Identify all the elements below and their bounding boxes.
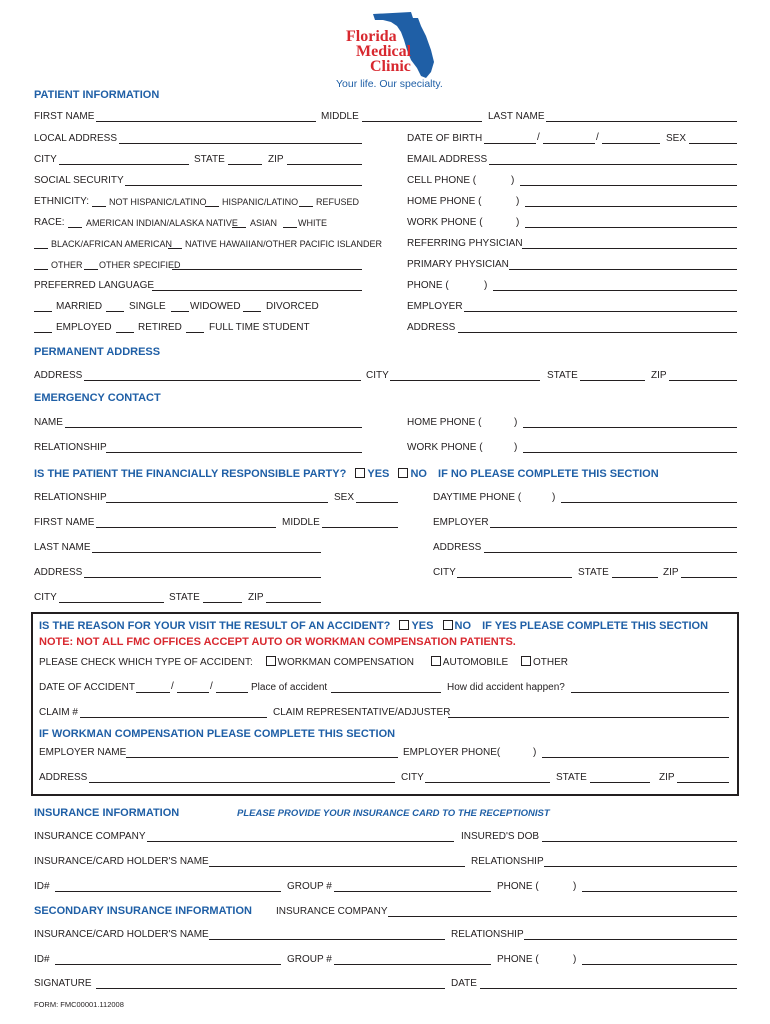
ins-relationship-label: RELATIONSHIP xyxy=(471,856,544,867)
ins-holder-label: INSURANCE/CARD HOLDER'S NAME xyxy=(34,856,209,867)
emergency-home-phone-label: HOME PHONE ( xyxy=(407,417,482,428)
primary-physician-field[interactable] xyxy=(509,269,737,270)
accident-yes-checkbox[interactable] xyxy=(399,620,409,630)
fin-employer-field[interactable] xyxy=(490,527,737,528)
dob-year-field[interactable] xyxy=(602,143,660,144)
financial-no-checkbox[interactable] xyxy=(398,468,408,478)
fin-employer-address-label: ADDRESS xyxy=(433,542,482,553)
emergency-name-field[interactable] xyxy=(65,427,362,428)
race-white-label: WHITE xyxy=(298,218,327,228)
race-label: RACE: xyxy=(34,217,65,228)
email-label: EMAIL ADDRESS xyxy=(407,154,488,165)
employer-name-label: EMPLOYER NAME xyxy=(39,747,127,758)
race-other-label: OTHER xyxy=(51,260,83,270)
divorced-label: DIVORCED xyxy=(266,301,319,312)
ins-company-label: INSURANCE COMPANY xyxy=(34,831,146,842)
dob-label: DATE OF BIRTH xyxy=(407,133,483,144)
fin-employer-zip-label: ZIP xyxy=(663,567,679,578)
accident-place-field[interactable] xyxy=(331,692,441,693)
ins-id-label: ID# xyxy=(34,881,50,892)
zip-field[interactable] xyxy=(287,164,362,165)
first-name-field[interactable] xyxy=(96,121,316,122)
retired-check[interactable] xyxy=(116,332,134,333)
married-check[interactable] xyxy=(34,311,52,312)
widowed-label: WIDOWED xyxy=(190,301,241,312)
sec-holder-field[interactable] xyxy=(209,939,445,940)
zip-label: ZIP xyxy=(268,154,284,165)
eth-refused-check[interactable] xyxy=(299,206,313,207)
claim-field[interactable] xyxy=(80,717,267,718)
language-field[interactable] xyxy=(152,290,362,291)
accident-date-day-field[interactable] xyxy=(177,692,209,693)
fin-daytime-phone-field[interactable] xyxy=(561,502,737,503)
wc-address-label: ADDRESS xyxy=(39,772,88,783)
financial-no-label: NO xyxy=(410,468,427,480)
single-label: SINGLE xyxy=(129,301,166,312)
accident-no-checkbox[interactable] xyxy=(443,620,453,630)
fin-employer-state-label: STATE xyxy=(578,567,609,578)
ins-group-field[interactable] xyxy=(334,891,491,892)
race-asian-check[interactable] xyxy=(232,227,246,228)
city-field[interactable] xyxy=(59,164,189,165)
divorced-check[interactable] xyxy=(243,311,261,312)
perm-zip-field[interactable] xyxy=(669,380,737,381)
fin-relationship-field[interactable] xyxy=(106,502,328,503)
fin-first-name-label: FIRST NAME xyxy=(34,517,95,528)
perm-city-label: CITY xyxy=(366,370,389,381)
race-other-specified-label: OTHER SPECIFIED xyxy=(99,260,181,270)
fin-employer-state-field[interactable] xyxy=(612,577,658,578)
employer-phone-field[interactable] xyxy=(542,757,729,758)
claim-rep-label: CLAIM REPRESENTATIVE/ADJUSTER xyxy=(273,707,451,718)
logo-line-2: Medical xyxy=(356,43,412,60)
physician-phone-field[interactable] xyxy=(493,290,737,291)
race-hawaiian-label: NATIVE HAWAIIAN/OTHER PACIFIC ISLANDER xyxy=(185,239,383,249)
fin-zip-field[interactable] xyxy=(266,602,321,603)
state-label: STATE xyxy=(194,154,225,165)
race-hawaiian-check[interactable] xyxy=(168,248,182,249)
emergency-home-phone-field[interactable] xyxy=(523,427,737,428)
emergency-work-phone-label: WORK PHONE ( xyxy=(407,442,483,453)
employer-name-field[interactable] xyxy=(126,757,398,758)
signature-field[interactable] xyxy=(96,988,445,989)
accident-note: NOTE: NOT ALL FMC OFFICES ACCEPT AUTO OR WORKMAN COMPENSATION PATIENTS. xyxy=(39,636,516,648)
retired-label: RETIRED xyxy=(138,322,182,333)
wc-city-label: CITY xyxy=(401,772,424,783)
eth-not-hispanic-label: NOT HISPANIC/LATINO xyxy=(109,197,207,207)
cell-phone-field[interactable] xyxy=(520,185,737,186)
local-address-label: LOCAL ADDRESS xyxy=(34,133,117,144)
sex-label: SEX xyxy=(666,133,687,144)
signature-label: SIGNATURE xyxy=(34,978,92,989)
sec-id-label: ID# xyxy=(34,954,50,965)
fin-state-field[interactable] xyxy=(203,602,242,603)
race-other-specified-check[interactable] xyxy=(84,269,98,270)
ins-dob-field[interactable] xyxy=(542,841,737,842)
wc-city-field[interactable] xyxy=(425,782,550,783)
logo-line-1: Florida xyxy=(346,28,397,45)
fin-state-label: STATE xyxy=(169,592,200,603)
wc-zip-field[interactable] xyxy=(677,782,729,783)
accident-auto-label: AUTOMOBILE xyxy=(442,657,509,668)
perm-state-field[interactable] xyxy=(580,380,645,381)
employer-phone-label: EMPLOYER PHONE( xyxy=(403,747,501,758)
wc-address-field[interactable] xyxy=(89,782,395,783)
accident-other-label: OTHER xyxy=(532,657,568,668)
state-field[interactable] xyxy=(228,164,262,165)
referring-physician-field[interactable] xyxy=(522,248,737,249)
fin-zip-label: ZIP xyxy=(248,592,264,603)
ins-holder-field[interactable] xyxy=(209,866,465,867)
fin-middle-field[interactable] xyxy=(322,527,398,528)
logo-tagline: Your life. Our specialty. xyxy=(336,78,443,90)
ins-phone-label: PHONE ( xyxy=(497,881,539,892)
married-label: MARRIED xyxy=(56,301,103,312)
race-asian-label: ASIAN xyxy=(250,218,278,228)
date-field[interactable] xyxy=(480,988,737,989)
race-am-indian-check[interactable] xyxy=(68,227,82,228)
fin-address-field[interactable] xyxy=(84,577,321,578)
eth-hispanic-check[interactable] xyxy=(205,206,219,207)
accident-workman-label: WORKMAN COMPENSATION xyxy=(277,657,415,668)
local-address-field[interactable] xyxy=(119,143,362,144)
employer-address-label: ADDRESS xyxy=(407,322,456,333)
fin-address-label: ADDRESS xyxy=(34,567,83,578)
physician-phone-label: PHONE ( xyxy=(407,280,449,291)
widowed-check[interactable] xyxy=(171,311,189,312)
race-other-specified-field[interactable] xyxy=(172,269,362,270)
fin-middle-label: MIDDLE xyxy=(282,517,320,528)
employer-label: EMPLOYER xyxy=(407,301,463,312)
sec-group-label: GROUP # xyxy=(287,954,332,965)
sec-holder-label: INSURANCE/CARD HOLDER'S NAME xyxy=(34,929,209,940)
emergency-relationship-field[interactable] xyxy=(106,452,362,453)
accident-other-checkbox[interactable] xyxy=(521,656,531,666)
ssn-label: SOCIAL SECURITY xyxy=(34,175,124,186)
sec-phone-field[interactable] xyxy=(582,964,737,965)
fin-city-field[interactable] xyxy=(59,602,164,603)
home-phone-field[interactable] xyxy=(525,206,737,207)
insurance-notice: PLEASE PROVIDE YOUR INSURANCE CARD TO THE RECEPTIONIST xyxy=(237,808,550,819)
student-check[interactable] xyxy=(186,332,204,333)
date-label: DATE xyxy=(451,978,477,989)
student-label: FULL TIME STUDENT xyxy=(209,322,310,333)
accident-auto-checkbox[interactable] xyxy=(431,656,441,666)
accident-type-row: PLEASE CHECK WHICH TYPE OF ACCIDENT: WORKMAN COMPENSATION AUTOMOBILE OTHER xyxy=(39,657,568,668)
claim-label: CLAIM # xyxy=(39,707,78,718)
logo-line-3: Clinic xyxy=(370,58,411,75)
sec-company-label: INSURANCE COMPANY xyxy=(276,906,388,917)
email-field[interactable] xyxy=(489,164,737,165)
dob-day-field[interactable] xyxy=(543,143,595,144)
primary-physician-label: PRIMARY PHYSICIAN xyxy=(407,259,509,270)
emergency-section-heading: EMERGENCY CONTACT xyxy=(34,392,161,404)
accident-no-label: NO xyxy=(454,620,472,632)
accident-instruction: IF YES PLEASE COMPLETE THIS SECTION xyxy=(482,620,709,632)
fin-first-name-field[interactable] xyxy=(96,527,276,528)
wc-zip-label: ZIP xyxy=(659,772,675,783)
last-name-label: LAST NAME xyxy=(488,111,545,122)
perm-address-label: ADDRESS xyxy=(34,370,83,381)
secondary-insurance-heading: SECONDARY INSURANCE INFORMATION xyxy=(34,905,252,917)
fin-daytime-phone-label: DAYTIME PHONE ( xyxy=(433,492,522,503)
work-phone-field[interactable] xyxy=(525,227,737,228)
patient-section-heading: PATIENT INFORMATION xyxy=(34,89,160,101)
middle-name-label: MIDDLE xyxy=(321,111,359,122)
cell-phone-label: CELL PHONE ( xyxy=(407,175,477,186)
accident-place-label: Place of accident xyxy=(251,682,328,693)
single-check[interactable] xyxy=(106,311,124,312)
sec-company-field[interactable] xyxy=(388,916,737,917)
fin-employer-city-label: CITY xyxy=(433,567,456,578)
eth-hispanic-label: HISPANIC/LATINO xyxy=(222,197,299,207)
home-phone-label: HOME PHONE ( xyxy=(407,196,482,207)
employer-address-field[interactable] xyxy=(458,332,737,333)
accident-question: IS THE REASON FOR YOUR VISIT THE RESULT OF AN ACCIDENT? YES NO IF YES PLEASE COMPLETE THIS SECTION xyxy=(39,620,709,632)
employed-label: EMPLOYED xyxy=(56,322,112,333)
race-am-indian-label: AMERICAN INDIAN/ALASKA NATIVE xyxy=(86,218,238,228)
perm-address-field[interactable] xyxy=(84,380,361,381)
dob-month-field[interactable] xyxy=(484,143,536,144)
financial-yes-label: YES xyxy=(367,468,390,480)
fin-employer-city-field[interactable] xyxy=(457,577,572,578)
first-name-label: FIRST NAME xyxy=(34,111,95,122)
fin-city-label: CITY xyxy=(34,592,57,603)
sex-field[interactable] xyxy=(689,143,737,144)
accident-how-label: How did accident happen? xyxy=(447,682,565,693)
ins-dob-label: INSURED'S DOB xyxy=(461,831,540,842)
accident-workman-checkbox[interactable] xyxy=(266,656,276,666)
ins-phone-field[interactable] xyxy=(582,891,737,892)
financial-yes-checkbox[interactable] xyxy=(355,468,365,478)
accident-how-field[interactable] xyxy=(571,692,729,693)
city-label: CITY xyxy=(34,154,57,165)
sec-id-field[interactable] xyxy=(55,964,281,965)
accident-date-label: DATE OF ACCIDENT xyxy=(39,682,135,693)
ins-company-field[interactable] xyxy=(147,841,454,842)
claim-rep-field[interactable] xyxy=(448,717,729,718)
fin-employer-address-field[interactable] xyxy=(484,552,737,553)
middle-name-field[interactable] xyxy=(362,121,482,122)
race-other-check[interactable] xyxy=(34,269,48,270)
sec-relationship-label: RELATIONSHIP xyxy=(451,929,524,940)
perm-zip-label: ZIP xyxy=(651,370,667,381)
financial-question: IS THE PATIENT THE FINANCIALLY RESPONSIBLE PARTY? YES NO IF NO PLEASE COMPLETE THIS SECTION xyxy=(34,468,659,480)
perm-state-label: STATE xyxy=(547,370,578,381)
ssn-field[interactable] xyxy=(125,185,362,186)
emergency-work-phone-field[interactable] xyxy=(523,452,737,453)
wc-state-label: STATE xyxy=(556,772,587,783)
financial-instruction: IF NO PLEASE COMPLETE THIS SECTION xyxy=(438,468,659,480)
fin-sex-label: SEX xyxy=(334,492,355,503)
language-label: PREFERRED LANGUAGE xyxy=(34,280,155,291)
insurance-section-heading: INSURANCE INFORMATION xyxy=(34,807,180,819)
fin-last-name-field[interactable] xyxy=(92,552,321,553)
race-white-check[interactable] xyxy=(283,227,297,228)
fin-employer-label: EMPLOYER xyxy=(433,517,489,528)
sec-group-field[interactable] xyxy=(334,964,491,965)
race-black-label: BLACK/AFRICAN AMERICAN xyxy=(51,239,173,249)
sec-relationship-field[interactable] xyxy=(524,939,737,940)
ins-group-label: GROUP # xyxy=(287,881,332,892)
form-number: FORM: FMC00001.112008 xyxy=(34,1000,124,1009)
fin-last-name-label: LAST NAME xyxy=(34,542,91,553)
fin-employer-zip-field[interactable] xyxy=(681,577,737,578)
eth-refused-label: REFUSED xyxy=(316,197,360,207)
last-name-field[interactable] xyxy=(546,121,737,122)
ethnicity-label: ETHNICITY: xyxy=(34,196,90,207)
employed-check[interactable] xyxy=(34,332,52,333)
perm-city-field[interactable] xyxy=(390,380,540,381)
accident-date-month-field[interactable] xyxy=(136,692,170,693)
workman-heading: IF WORKMAN COMPENSATION PLEASE COMPLETE THIS SECTION xyxy=(39,728,396,740)
permanent-section-heading: PERMANENT ADDRESS xyxy=(34,346,161,358)
fin-sex-field[interactable] xyxy=(356,502,398,503)
work-phone-label: WORK PHONE ( xyxy=(407,217,483,228)
fin-relationship-label: RELATIONSHIP xyxy=(34,492,107,503)
accident-date-year-field[interactable] xyxy=(216,692,248,693)
race-black-check[interactable] xyxy=(34,248,48,249)
eth-not-hispanic-check[interactable] xyxy=(92,206,106,207)
ins-relationship-field[interactable] xyxy=(544,866,737,867)
accident-yes-label: YES xyxy=(411,620,434,632)
sec-phone-label: PHONE ( xyxy=(497,954,539,965)
ins-id-field[interactable] xyxy=(55,891,281,892)
emergency-relationship-label: RELATIONSHIP xyxy=(34,442,107,453)
employer-field[interactable] xyxy=(464,311,737,312)
wc-state-field[interactable] xyxy=(590,782,650,783)
referring-physician-label: REFERRING PHYSICIAN xyxy=(407,238,523,249)
emergency-name-label: NAME xyxy=(34,417,63,428)
